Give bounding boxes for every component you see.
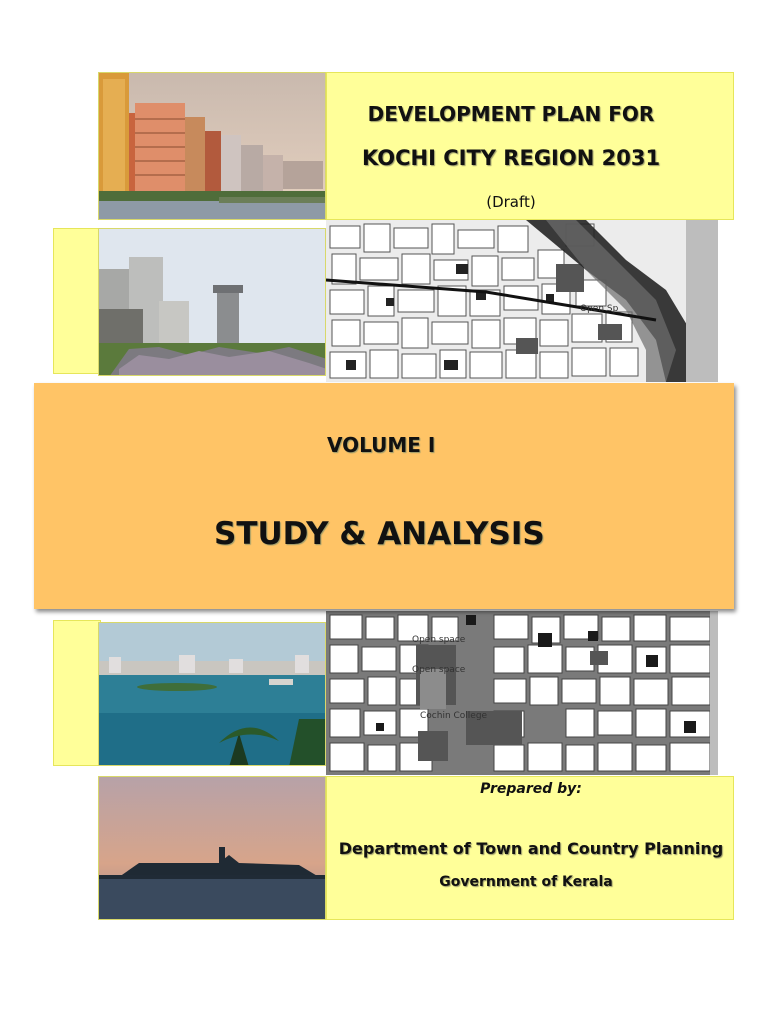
map-label-open-space-2: Open space — [412, 665, 466, 675]
volume-label: VOLUME I — [327, 433, 436, 457]
photo-highrise-waterfront-graphic — [99, 73, 326, 220]
photo-buildings-settlement — [98, 228, 326, 376]
photo-harbour-sunset — [98, 776, 326, 920]
photo-backwaters-graphic — [99, 623, 326, 766]
prepared-by-label: Prepared by: — [480, 781, 582, 797]
volume-band — [34, 383, 734, 609]
volume-subtitle: STUDY & ANALYSIS — [214, 516, 545, 552]
map-label-open-space-1: Open space — [412, 635, 466, 645]
plan-title-line1: DEVELOPMENT PLAN FOR — [367, 102, 655, 126]
city-map-upper-graphic — [326, 220, 718, 382]
city-map-upper — [326, 220, 718, 382]
department-name: Department of Town and Country Planning — [338, 839, 724, 858]
photo-highrise-waterfront — [98, 72, 326, 220]
photo-buildings-settlement-graphic — [99, 229, 326, 376]
left-accent-panel-upper — [53, 228, 101, 374]
photo-backwaters — [98, 622, 326, 766]
draft-label: (Draft) — [486, 193, 536, 211]
left-accent-panel-lower — [53, 620, 101, 766]
map-label-open-space-upper: Open Sp — [580, 304, 619, 314]
photo-harbour-sunset-graphic — [99, 777, 326, 920]
city-map-lower — [326, 611, 718, 775]
map-label-cochin-college: Cochin College — [420, 711, 488, 721]
plan-title-line2: KOCHI CITY REGION 2031 — [361, 146, 661, 170]
city-map-lower-graphic — [326, 611, 718, 775]
government-name: Government of Kerala — [439, 874, 613, 890]
